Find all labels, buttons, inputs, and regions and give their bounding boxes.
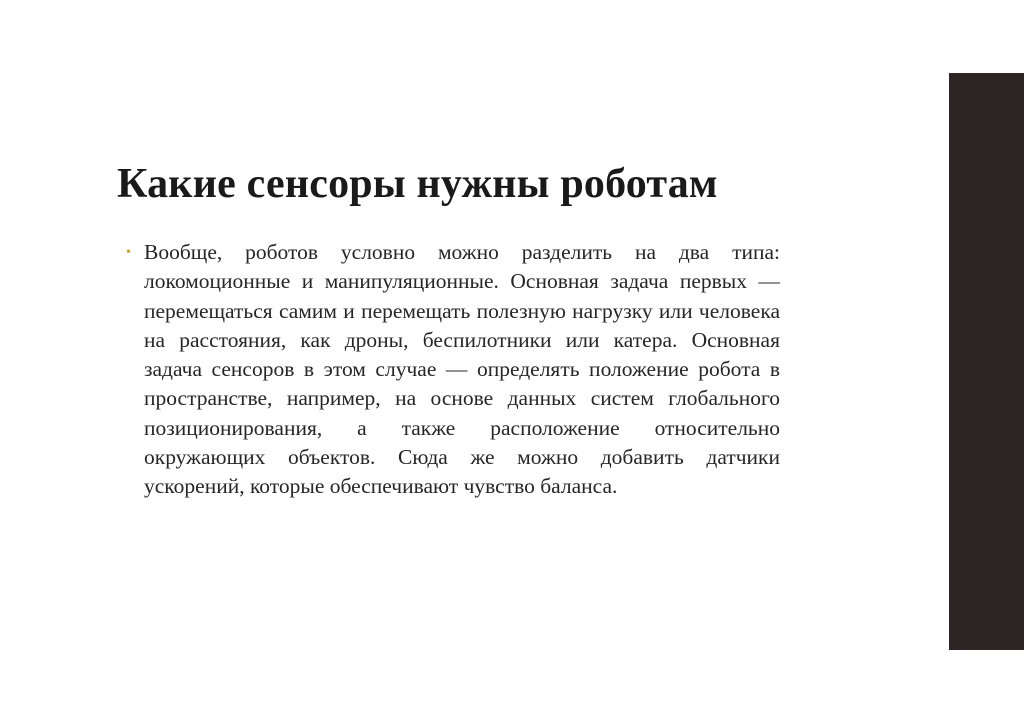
- slide-title: Какие сенсоры нужны роботам: [117, 161, 718, 207]
- bullet-dot-icon: •: [126, 245, 131, 260]
- decorative-side-bar: [949, 73, 1024, 650]
- slide-content: [126, 238, 780, 502]
- bullet-text: Вообще, роботов условно можно разделить на два типа: локомоционные и манипуляционные. Основная задача первых — перемещаться самим и перемещать полезную нагрузку или человека на расстояния, как дроны, беспилотники или катера. Основная задача сенсоров в этом случае — определять положение робота в пространстве, например, на основе данных систем глобального позиционирования, а также расположение относительно окружающих объектов. Сюда же можно добавить датчики ускорений, которые обеспечивают чувство баланса.: [144, 240, 780, 499]
- bullet-item: [126, 238, 780, 502]
